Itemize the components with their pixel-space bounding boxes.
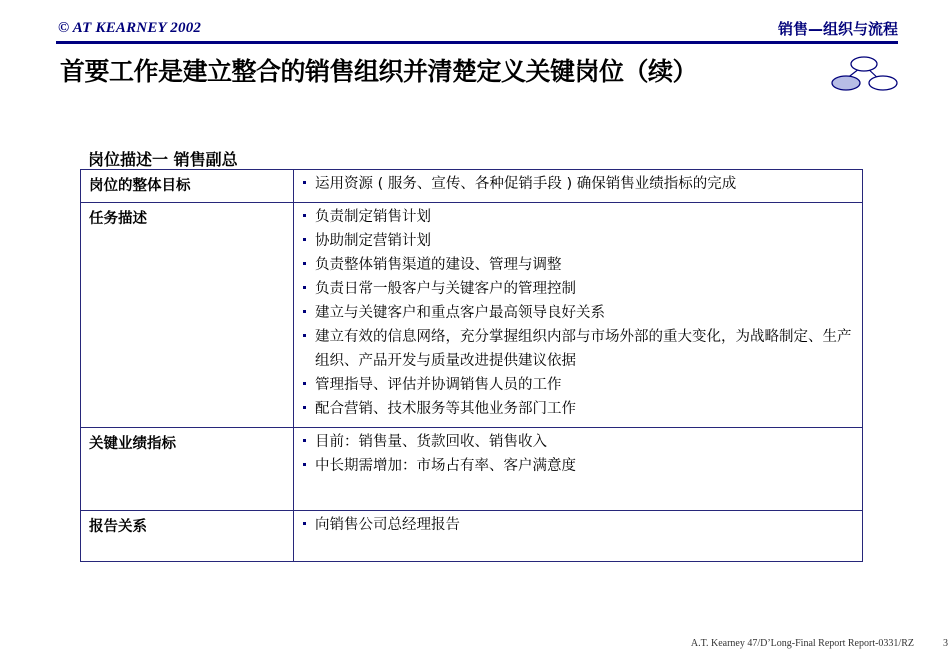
list-item: 目前：销售量、货款回收、销售收入 <box>302 430 854 454</box>
footer-reference: A.T. Kearney 47/D’Long-Final Report Report-0331/RZ <box>690 638 914 649</box>
row-content <box>294 428 863 511</box>
page-title: 首要工作是建立整合的销售组织并清楚定义关键岗位（续） <box>60 57 698 86</box>
list-item: 管理指导、评估并协调销售人员的工作 <box>302 373 854 397</box>
list-item: 向销售公司总经理报告 <box>302 513 854 537</box>
table-caption: 岗位描述一 销售副总 <box>88 150 238 169</box>
section-title: 销售—组织与流程 <box>777 20 898 38</box>
row-label: 任务描述 <box>81 203 294 428</box>
list-item: 负责整体销售渠道的建设、管理与调整 <box>302 253 854 277</box>
row-label: 岗位的整体目标 <box>81 170 294 203</box>
row-content <box>294 170 863 203</box>
list-item: 建立与关键客户和重点客户最高领导良好关系 <box>302 301 854 325</box>
list-item: 配合营销、技术服务等其他业务部门工作 <box>302 397 854 421</box>
row-content <box>294 203 863 428</box>
row-label: 报告关系 <box>81 511 294 562</box>
list-item: 建立有效的信息网络，充分掌握组织内部与市场外部的重大变化，为战略制定、生产组织、产品开发与质量改进提供建议依据 <box>302 325 854 373</box>
list-item: 负责制定销售计划 <box>302 205 854 229</box>
list-item: 负责日常一般客户与关键客户的管理控制 <box>302 277 854 301</box>
header-rule <box>56 41 898 44</box>
table-row <box>81 428 863 511</box>
org-diagram-icon <box>828 55 900 93</box>
copyright: © AT KEARNEY 2002 <box>58 20 202 36</box>
job-description-table <box>80 169 863 562</box>
table-row <box>81 511 863 562</box>
table-row <box>81 203 863 428</box>
row-content <box>294 511 863 562</box>
list-item: 协助制定营销计划 <box>302 229 854 253</box>
table-row <box>81 170 863 203</box>
list-item: 中长期需增加：市场占有率、客户满意度 <box>302 454 854 478</box>
page-number: 3 <box>943 638 948 649</box>
row-label: 关键业绩指标 <box>81 428 294 511</box>
list-item: 运用资源 ( 服务、宣传、各种促销手段 ) 确保销售业绩指标的完成 <box>302 172 854 196</box>
